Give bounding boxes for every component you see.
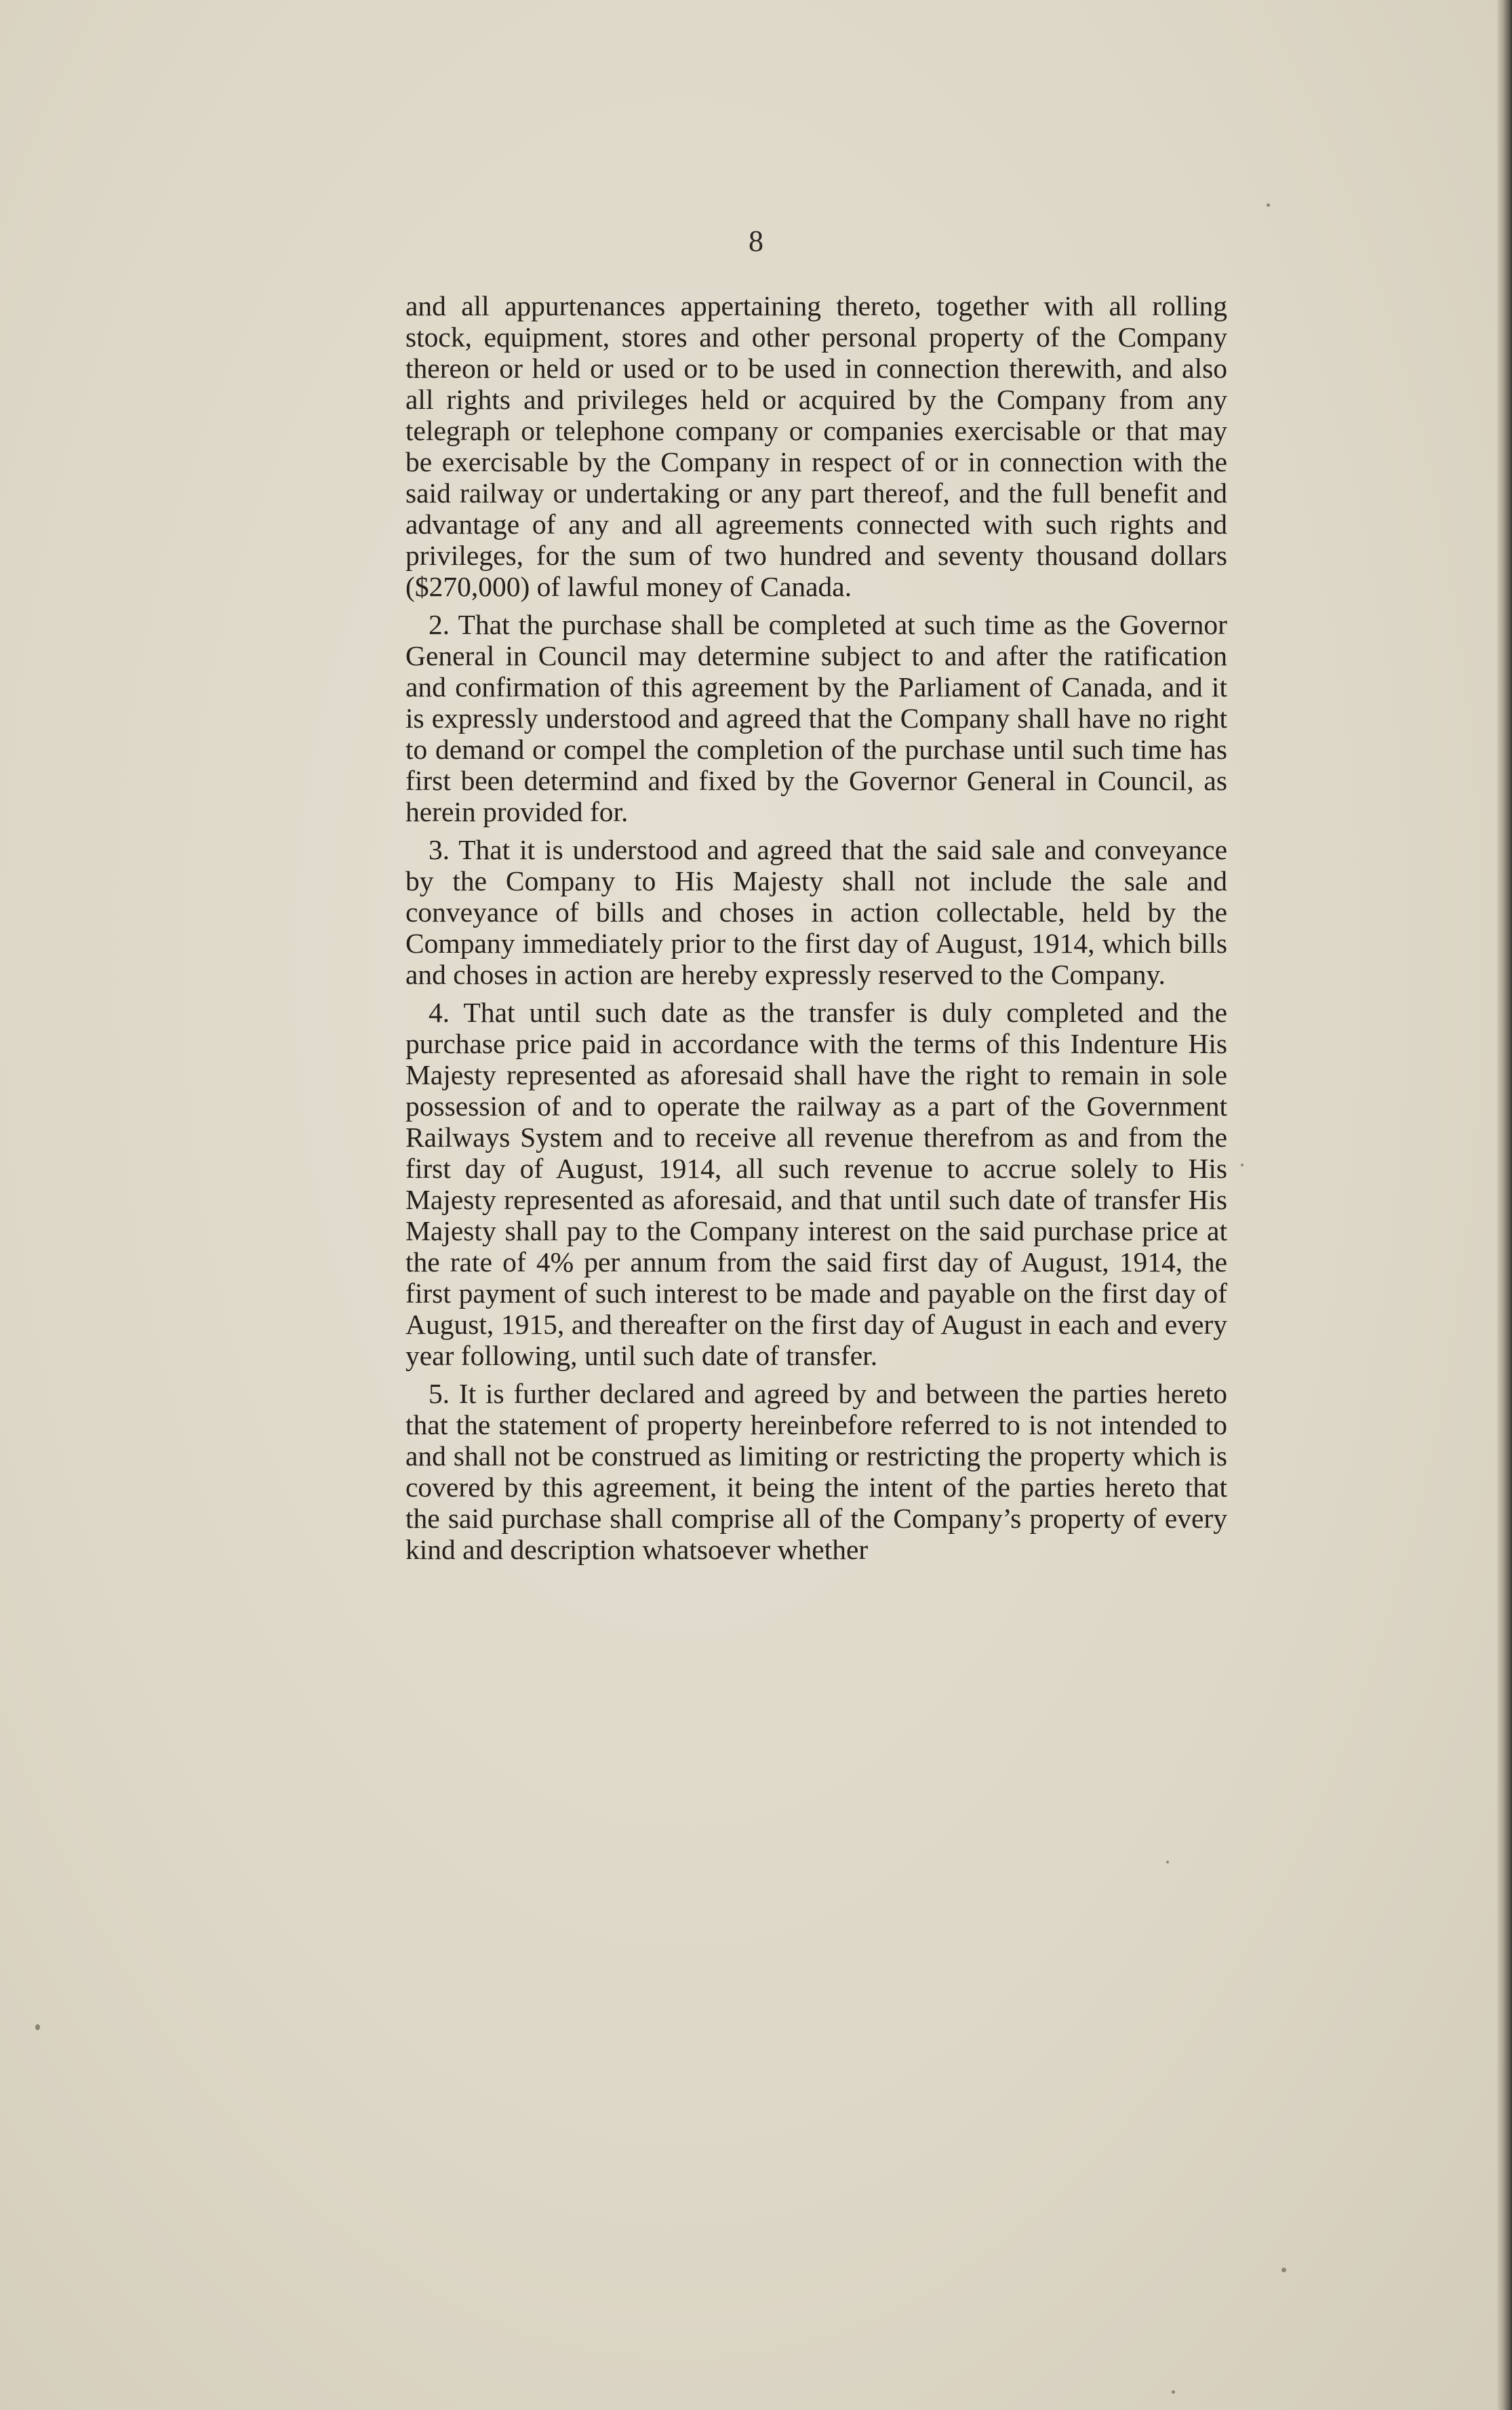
body-text: [405, 290, 1227, 1572]
paper-speck: [1166, 1861, 1169, 1863]
paragraph-4: 4. That until such date as the transfer is duly completed and the purchase price paid in accordance with the terms of this Indenture His Majesty represented as aforesaid shall have the right to remain in sole possession of and to operate the railway as a part of the Government Railways System and to receive all revenue therefrom as and from the first day of August, 1914, all such revenue to accrue solely to His Majesty represented as aforesaid, and that until such date of transfer His Majesty shall pay to the Company interest on the said purchase price at the rate of 4% per annum from the said first day of August, 1914, the first payment of such interest to be made and payable on the first day of August, 1915, and thereafter on the first day of August in each and every year following, until such date of transfer.: [405, 997, 1227, 1371]
page-edge-shadow: [1497, 0, 1512, 2410]
paragraph-1: and all appurtenances appertaining thereto, together with all rolling stock, equipment, stores and other personal property of the Company thereon or held or used or to be used in connection therewith, and also all rights and privileges held or acquired by the Company from any telegraph or telephone company or companies exercisable or that may be exercisable by the Company in respect of or in connection with the said railway or undertaking or any part thereof, and the full benefit and advantage of any and all agreements connected with such rights and privileges, for the sum of two hundred and seventy thousand dollars ($270,000) of lawful money of Canada.: [405, 290, 1227, 602]
paper-speck: [1281, 2268, 1286, 2272]
paragraph-3: 3. That it is understood and agreed that the said sale and conveyance by the Company to His Majesty shall not include the sale and conveyance of bills and choses in action collectable, held by the Company immediately prior to the first day of August, 1914, which bills and choses in action are hereby expressly reserved to the Company.: [405, 834, 1227, 990]
paragraph-5: 5. It is further declared and agreed by and between the parties hereto that the statement of property hereinbefore referred to is not intended to and shall not be construed as limiting or restricting the property which is covered by this agreement, it being the intent of the parties hereto that the said purchase shall comprise all of the Company’s property of every kind and description whatsoever whether: [405, 1378, 1227, 1565]
paper-speck: [35, 2024, 40, 2030]
page-number: 8: [749, 224, 763, 258]
paragraph-2: 2. That the purchase shall be completed at such time as the Governor General in Council may determine subject to and after the ratification and confirmation of this agreement by the Parliament of Canada, and it is expressly understood and agreed that the Company shall have no right to demand or compel the completion of the purchase until such time has first been determind and fixed by the Governor General in Council, as herein provided for.: [405, 609, 1227, 827]
paper-speck: [1267, 203, 1270, 207]
paper-speck: [1241, 1164, 1244, 1166]
paper-speck: [1172, 2390, 1175, 2394]
